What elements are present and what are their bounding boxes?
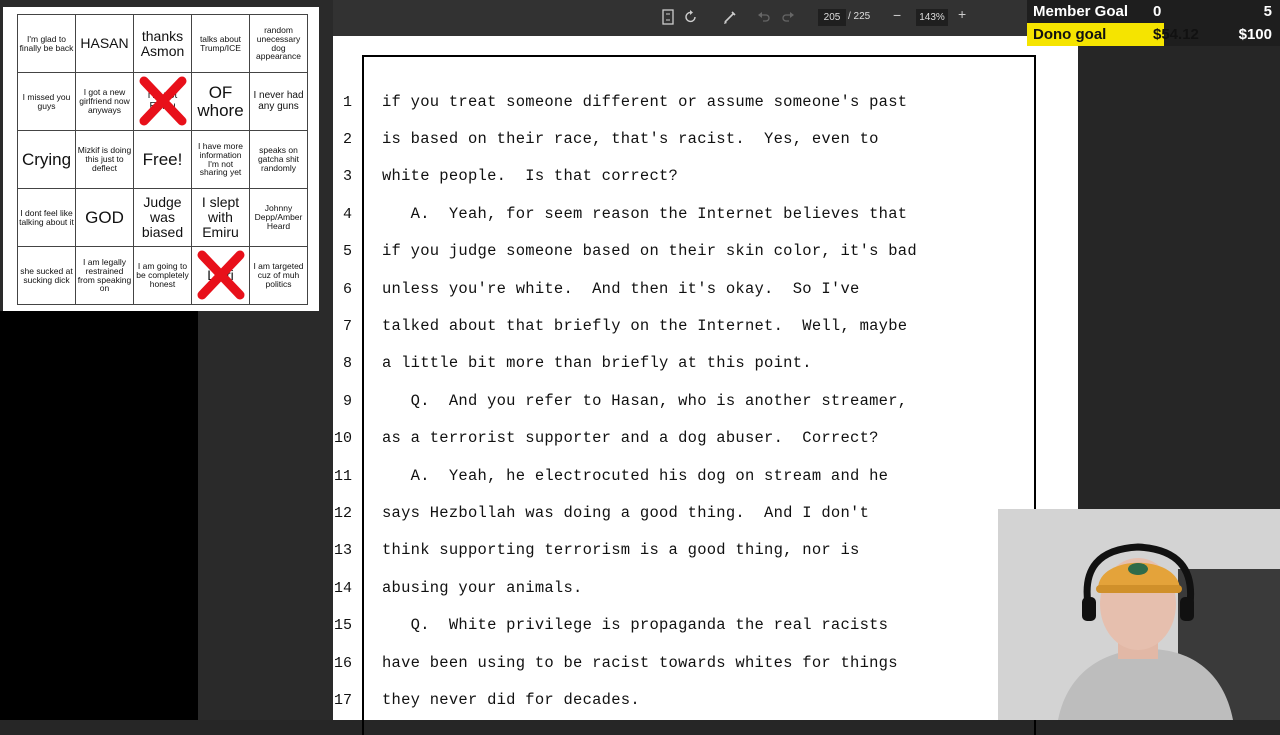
page-total-label: / 225	[848, 11, 871, 22]
line-number: 2	[342, 131, 352, 148]
dono-goal-target: $100	[1238, 26, 1272, 43]
bingo-cell: I never had any guns	[250, 73, 308, 131]
line-number: 16	[333, 655, 352, 672]
bingo-cell: I dont feel like talking about it	[18, 189, 76, 247]
transcript-line: A. Yeah, he electrocuted his dog on stream and he	[382, 467, 889, 485]
transcript-line: they never did for decades.	[382, 691, 640, 709]
bingo-cell: talks about Trump/ICE	[192, 15, 250, 73]
transcript-line: Q. And you refer to Hasan, who is another streamer,	[382, 392, 908, 410]
bingo-cell: HASAN	[76, 15, 134, 73]
webcam-feed	[998, 509, 1280, 720]
bingo-cell: Free!	[134, 131, 192, 189]
transcript-line: is based on their race, that's racist. Yes, even to	[382, 130, 879, 148]
bingo-cell-text: Liari	[207, 267, 234, 284]
member-goal-label: Member Goal	[1033, 3, 1129, 20]
line-number: 14	[333, 580, 352, 597]
member-goal	[1027, 0, 1280, 23]
line-number: 13	[333, 542, 352, 559]
line-number: 9	[342, 393, 352, 410]
line-number: 3	[342, 168, 352, 185]
dono-goal-label: Dono goal	[1033, 26, 1107, 43]
line-number: 8	[342, 355, 352, 372]
bingo-cell: I am targeted cuz of muh politics	[250, 247, 308, 305]
transcript-line: white people. Is that correct?	[382, 167, 679, 185]
bingo-cell: I am going to be completely honest	[134, 247, 192, 305]
bingo-grid	[17, 14, 308, 305]
bingo-cell: Mizkif is doing this just to deflect	[76, 131, 134, 189]
left-panel-black-area	[0, 311, 198, 720]
line-number: 4	[342, 206, 352, 223]
line-number: 7	[342, 318, 352, 335]
line-number: 17	[333, 692, 352, 709]
transcript-line: a little bit more than briefly at this point.	[382, 354, 812, 372]
page-number-input[interactable]: 205	[818, 9, 846, 26]
transcript-line: abusing your animals.	[382, 579, 583, 597]
bingo-cell: she sucked at sucking dick	[18, 247, 76, 305]
bingo-cell-marked	[134, 73, 192, 131]
zoom-in-button[interactable]: +	[958, 6, 967, 22]
bingo-cell: thanks Asmon	[134, 15, 192, 73]
bingo-cell: random unecessary dog appearance	[250, 15, 308, 73]
line-number: 5	[342, 243, 352, 260]
transcript-line: A. Yeah, for seem reason the Internet believes that	[382, 205, 908, 223]
line-number: 15	[333, 617, 352, 634]
bingo-cell: I have more information I'm not sharing yet	[192, 131, 250, 189]
line-number: 10	[333, 430, 352, 447]
rotate-icon[interactable]	[684, 9, 698, 25]
draw-icon[interactable]	[723, 9, 737, 25]
bingo-cell: Johnny Depp/Amber Heard	[250, 189, 308, 247]
line-number: 1	[342, 94, 352, 111]
transcript-line: talked about that briefly on the Internet. Well, maybe	[382, 317, 908, 335]
bingo-cell: I got a new girlfriend now anyways	[76, 73, 134, 131]
line-number: 6	[342, 281, 352, 298]
bingo-cell: I slept with Emiru	[192, 189, 250, 247]
member-goal-target: 5	[1263, 3, 1272, 20]
transcript-line: says Hezbollah was doing a good thing. And I don't	[382, 504, 870, 522]
bingo-cell-text: I'm not Emiru	[147, 90, 178, 112]
bingo-cell: I'm glad to finally be back	[18, 15, 76, 73]
bingo-cell: Judge was biased	[134, 189, 192, 247]
transcript-line: if you treat someone different or assume someone's past	[382, 93, 908, 111]
transcript-line: if you judge someone based on their skin color, it's bad	[382, 242, 917, 260]
bingo-cell: I missed you guys	[18, 73, 76, 131]
line-number: 12	[333, 505, 352, 522]
undo-icon[interactable]	[757, 9, 771, 25]
dono-goal	[1027, 23, 1280, 46]
bingo-cell-marked	[192, 247, 250, 305]
transcript-line: have been using to be racist towards whites for things	[382, 654, 898, 672]
bingo-cell: speaks on gatcha shit randomly	[250, 131, 308, 189]
fit-page-icon[interactable]	[661, 9, 675, 25]
bingo-cell: GOD	[76, 189, 134, 247]
bingo-cell: Crying	[18, 131, 76, 189]
streamer-figure	[998, 509, 1280, 720]
zoom-out-button[interactable]: −	[893, 7, 902, 23]
transcript-line: as a terrorist supporter and a dog abuser. Correct?	[382, 429, 879, 447]
bingo-card	[3, 7, 319, 311]
stream-goals-panel	[1027, 0, 1280, 46]
redo-icon[interactable]	[781, 9, 795, 25]
transcript-line: Q. White privilege is propaganda the real racists	[382, 616, 889, 634]
transcript-line: think supporting terrorism is a good thing, nor is	[382, 541, 860, 559]
transcript-line: unless you're white. And then it's okay. So I've	[382, 280, 860, 298]
pdf-toolbar	[333, 0, 1027, 36]
line-number: 11	[333, 468, 352, 485]
zoom-level-input[interactable]: 143%	[916, 9, 948, 26]
member-goal-current: 0	[1153, 3, 1162, 20]
bingo-cell: OF whore	[192, 73, 250, 131]
bingo-cell: I am legally restrained from speaking on	[76, 247, 134, 305]
dono-goal-current: $54.12	[1153, 26, 1199, 43]
